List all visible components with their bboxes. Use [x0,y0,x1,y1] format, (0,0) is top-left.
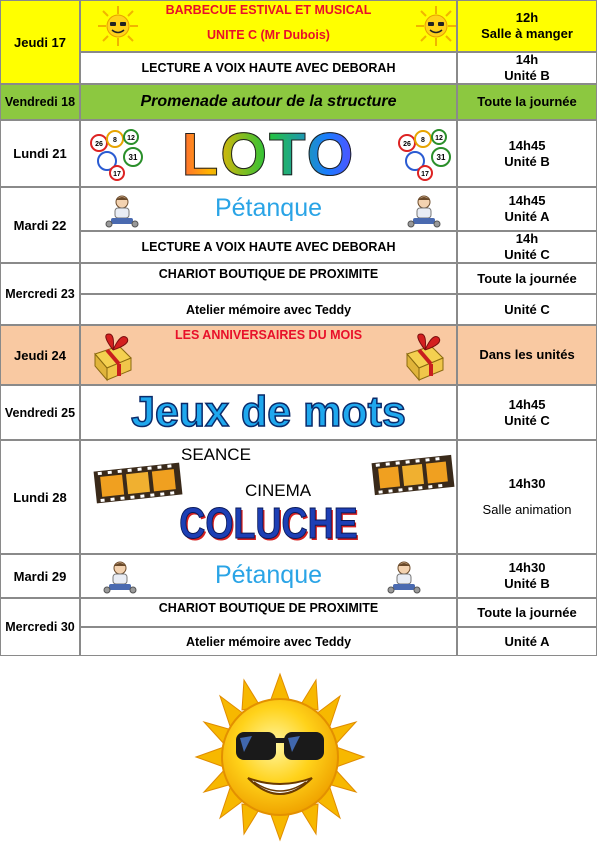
ball-number: 8 [113,137,117,144]
day-cell: Jeudi 24 [0,325,80,385]
activity-cell-lecture: LECTURE A VOIX HAUTE AVEC DEBORAH [80,231,457,263]
time-value: 12h [515,10,539,25]
row-lundi-28 [0,440,597,554]
time-cell: Toute la journée [457,598,597,627]
time-cell: Unité C [457,294,597,325]
row-mercredi-30 [0,598,597,656]
activity-cell-promenade: Promenade autour de la structure [80,84,457,120]
day-cell: Lundi 21 [0,120,80,187]
location-value: Unité B [504,68,550,83]
day-cell: Vendredi 25 [0,385,80,440]
time-cell [457,554,597,598]
row-mardi-22 [0,187,597,263]
lottery-balls-icon [87,127,147,181]
row-mercredi-23 [0,263,597,325]
row-jeudi-17 [0,0,597,84]
activity-cell-cinema [80,440,457,554]
activity-cell-chariot: CHARIOT BOUTIQUE DE PROXIMITE [80,598,457,627]
petanque-title: Pétanque [214,193,323,222]
time-value: 14h30 [508,476,546,491]
location-value: Unité B [504,576,550,591]
day-cell: Jeudi 17 [0,0,80,84]
location-value: Salle animation [482,502,572,517]
activity-cell-barbecue [80,0,457,52]
day-cell: Lundi 28 [0,440,80,554]
petanque-title: Pétanque [214,560,323,589]
activity-cell-lecture: LECTURE A VOIX HAUTE AVEC DEBORAH [80,52,457,84]
activity-cell-petanque [80,187,457,231]
activity-cell-anniversaires [80,325,457,385]
petanque-player-icon [387,560,421,594]
day-cell: Vendredi 18 [0,84,80,120]
day-cell: Mardi 22 [0,187,80,263]
ball-number: 8 [421,137,425,144]
sun-icon [415,5,457,47]
time-cell [457,52,597,84]
location-value: Unité C [504,412,550,428]
barbecue-title: BARBECUE ESTIVAL ET MUSICAL [165,3,372,17]
row-vendredi-25 [0,385,597,440]
ball-number: 17 [113,171,121,178]
day-cell: Mardi 29 [0,554,80,598]
time-cell [457,187,597,231]
time-cell [457,120,597,187]
time-cell: Toute la journée [457,84,597,120]
activity-cell-atelier: Atelier mémoire avec Teddy [80,294,457,325]
time-value: 14h45 [508,193,546,208]
day-cell: Mercredi 30 [0,598,80,656]
ball-number: 26 [403,141,411,148]
film-strip-icon [371,453,455,497]
time-cell: Dans les unités [457,325,597,385]
row-jeudi-24 [0,325,597,385]
day-cell: Mercredi 23 [0,263,80,325]
ball-number: 31 [436,153,446,162]
activity-cell-loto [80,120,457,187]
time-value: 14h30 [508,560,546,575]
ball-number: 12 [127,135,135,142]
time-cell [457,440,597,554]
time-cell [457,0,597,52]
activity-cell-petanque [80,554,457,598]
row-vendredi-18 [0,84,597,120]
loto-title: LOTO [151,121,386,188]
location-value: Unité C [504,247,550,262]
ball-number: 31 [128,153,138,162]
jeux-de-mots-title: Jeux de mots [80,385,457,440]
ball-number: 12 [435,135,443,142]
row-mardi-29 [0,554,597,598]
time-value: 14h [515,231,539,246]
ball-number: 26 [95,141,103,148]
time-cell: Unité A [457,627,597,656]
location-value: Salle à manger [481,26,573,41]
time-value: 14h45 [508,396,546,412]
time-cell [457,385,597,440]
barbecue-unit: UNITE C (Mr Dubois) [207,28,330,42]
ball-number: 17 [421,171,429,178]
time-cell [457,231,597,263]
petanque-player-icon [407,194,441,228]
cinema-word-cinema: CINEMA [245,481,312,500]
activity-cell-atelier: Atelier mémoire avec Teddy [80,627,457,656]
location-value: Unité A [504,209,550,224]
location-value: Unité B [504,153,550,169]
activity-cell-chariot: CHARIOT BOUTIQUE DE PROXIMITE [80,263,457,294]
time-value: 14h45 [508,137,546,153]
row-lundi-21 [0,120,597,187]
lottery-balls-icon [395,127,455,181]
time-cell: Toute la journée [457,263,597,294]
gift-box-icon [403,330,447,382]
coluche-title: COLUCHE [179,499,358,548]
time-value: 14h [515,52,539,67]
sunglasses-sun-icon [192,672,368,842]
cinema-word-seance: SEANCE [181,445,251,464]
anniversaires-title: LES ANNIVERSAIRES DU MOIS [174,328,363,342]
